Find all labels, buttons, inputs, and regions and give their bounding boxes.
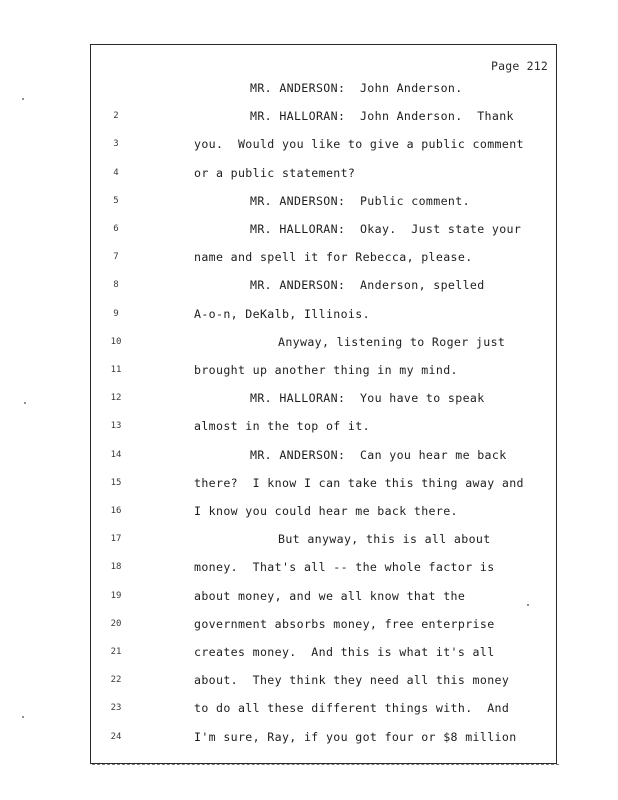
scan-speck <box>22 716 24 718</box>
line-number: 14 <box>110 449 122 460</box>
transcript-line <box>91 109 556 129</box>
line-number: 11 <box>110 365 122 375</box>
line-text: I'm sure, Ray, if you got four or $8 million <box>194 729 517 744</box>
line-text: MR. HALLORAN: John Anderson. Thank <box>250 109 514 124</box>
line-text: creates money. And this is what it's all <box>194 645 495 659</box>
line-text: MR. HALLORAN: Okay. Just state your <box>250 222 522 236</box>
line-text: But anyway, this is all about <box>278 532 491 547</box>
line-text: MR. ANDERSON: Can you hear me back <box>250 447 507 462</box>
line-number: 15 <box>110 477 122 488</box>
line-text: money. That's all -- the whole factor is <box>194 560 495 575</box>
line-text: about money, and we all know that the <box>194 588 466 603</box>
transcript-line <box>91 589 556 609</box>
transcript-line <box>91 617 556 637</box>
line-text: MR. ANDERSON: John Anderson. <box>250 81 463 95</box>
scan-speck <box>24 402 26 404</box>
transcript-line <box>91 278 556 298</box>
page-number: Page 212 <box>491 59 548 73</box>
line-number: 17 <box>110 534 122 545</box>
line-number: 4 <box>113 167 119 178</box>
line-text: brought up another thing in my mind. <box>194 363 458 377</box>
transcript-line <box>91 673 556 693</box>
transcript-line <box>91 701 556 721</box>
line-number: 12 <box>110 393 122 404</box>
transcript-line <box>91 335 556 355</box>
line-text: MR. ANDERSON: Anderson, spelled <box>250 278 485 293</box>
transcript-line <box>91 81 556 101</box>
transcript-line <box>91 194 556 214</box>
transcript-line <box>91 391 556 411</box>
line-text: there? I know I can take this thing away and <box>194 475 524 490</box>
line-text: about. They think they need all this money <box>194 673 510 688</box>
line-text: MR. ANDERSON: Public comment. <box>250 193 470 208</box>
line-number: 2 <box>113 111 119 122</box>
line-number: 3 <box>113 139 119 150</box>
transcript-line <box>91 307 556 327</box>
transcript-line <box>91 504 556 524</box>
transcript-line <box>91 448 556 468</box>
transcript-line <box>91 137 556 157</box>
transcript-line <box>91 532 556 552</box>
scan-speck <box>527 604 529 606</box>
line-text: almost in the top of it. <box>194 419 370 434</box>
line-number: 19 <box>110 590 122 601</box>
line-number: 8 <box>113 280 119 291</box>
line-number: 21 <box>110 647 122 657</box>
line-number: 16 <box>110 506 122 516</box>
line-number: 23 <box>110 703 122 714</box>
line-number: 13 <box>110 421 122 432</box>
line-text: government absorbs money, free enterprise <box>194 616 495 631</box>
transcript-line <box>91 250 556 270</box>
line-text: MR. HALLORAN: You have to speak <box>250 391 485 406</box>
line-number: 22 <box>110 675 122 686</box>
line-text: name and spell it for Rebecca, please. <box>194 250 473 265</box>
line-text: A-o-n, DeKalb, Illinois. <box>194 306 370 321</box>
transcript-line <box>91 476 556 496</box>
transcript-line <box>91 645 556 665</box>
line-number: 24 <box>110 731 122 742</box>
transcript-line <box>91 730 556 750</box>
transcript-line <box>91 166 556 186</box>
page-bottom-edge <box>92 764 559 767</box>
line-text: to do all these different things with. And <box>194 701 510 716</box>
line-number: 6 <box>113 224 119 234</box>
transcript-line <box>91 222 556 242</box>
line-text: or a public statement? <box>194 165 356 180</box>
transcript-line <box>91 560 556 580</box>
line-number: 7 <box>113 252 119 263</box>
line-number: 20 <box>110 618 122 629</box>
line-text: I know you could hear me back there. <box>194 504 458 518</box>
line-number: 5 <box>113 195 119 206</box>
transcript-line <box>91 419 556 439</box>
line-number: 18 <box>110 562 122 573</box>
line-text: Anyway, listening to Roger just <box>278 334 506 349</box>
line-text: you. Would you like to give a public comment <box>194 137 524 152</box>
line-number: 9 <box>113 308 119 319</box>
line-number: 10 <box>110 336 122 347</box>
scan-speck <box>22 98 24 100</box>
transcript-line <box>91 363 556 383</box>
transcript-page <box>90 44 557 764</box>
